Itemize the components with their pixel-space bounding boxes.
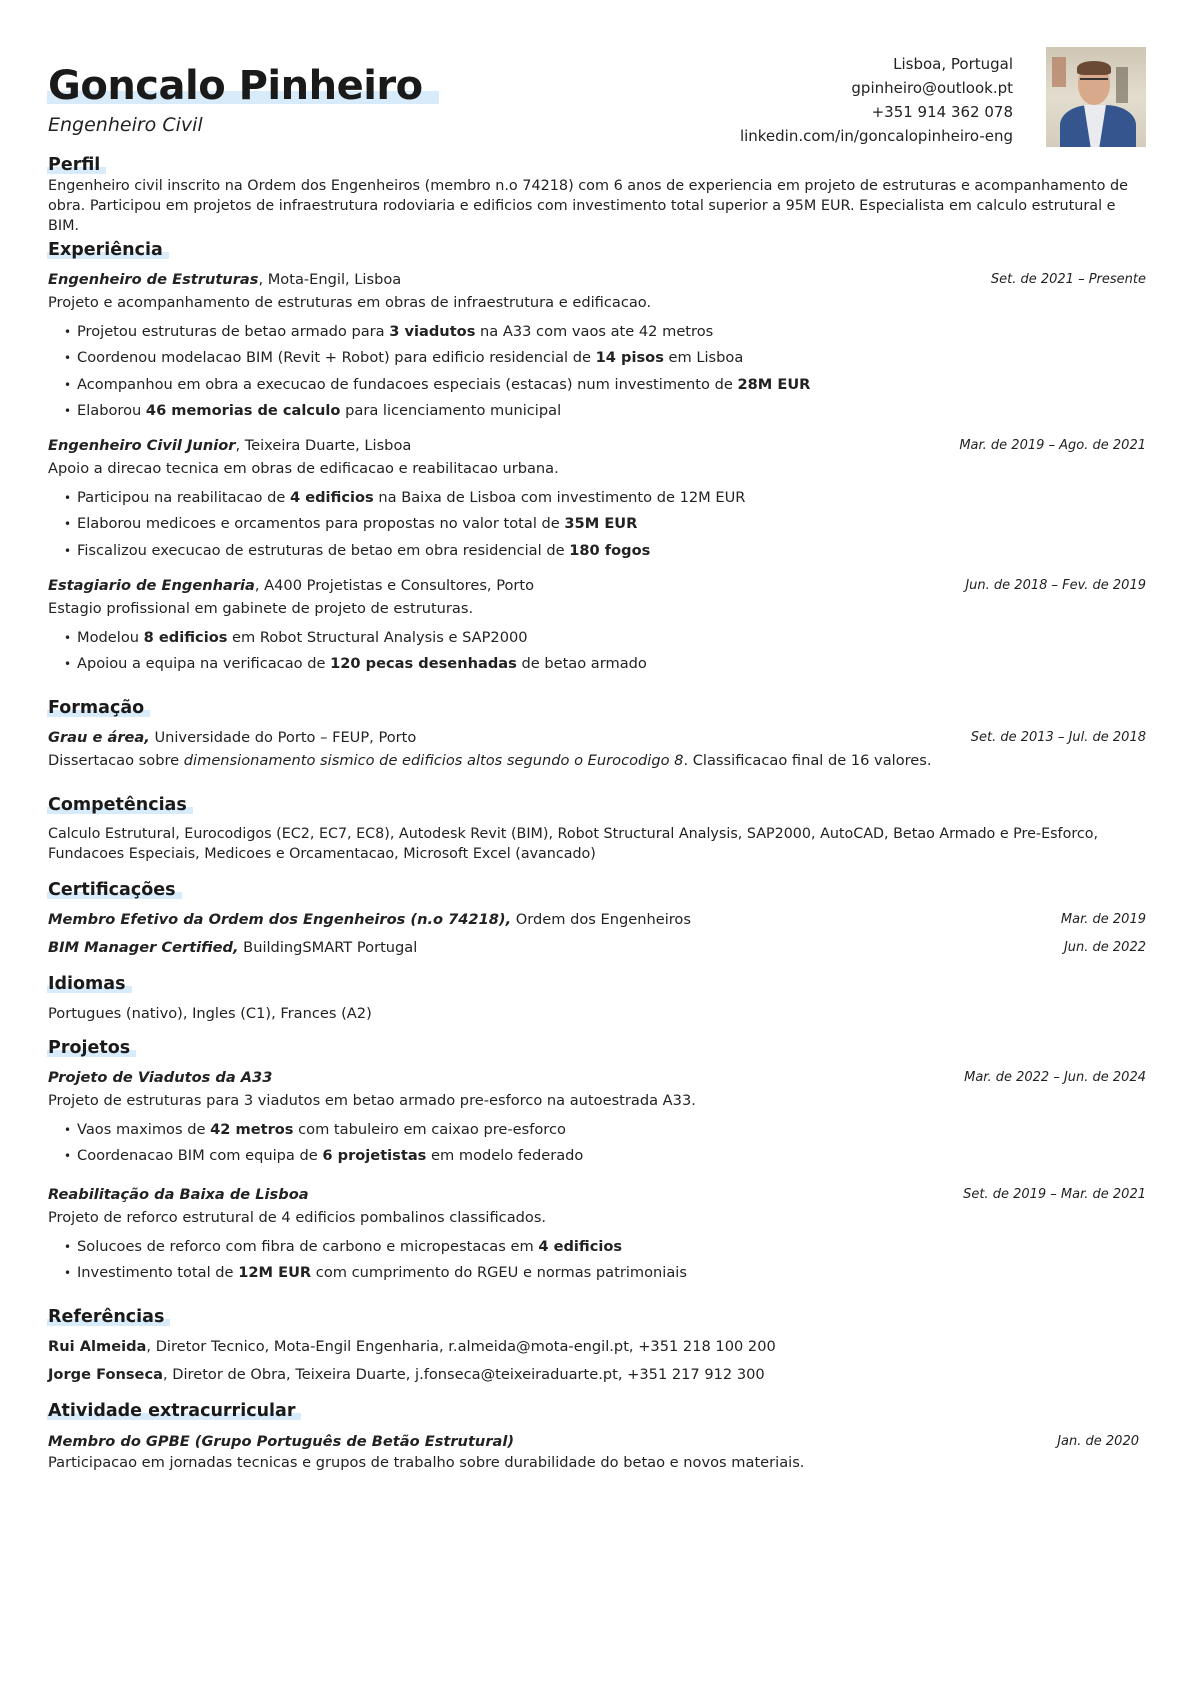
education-header xyxy=(48,728,1146,748)
section-title-profile: Perfil xyxy=(48,155,101,175)
bullet: • Vaos maximos de 42 metros com tabuleiro em caixao pre-esforco xyxy=(64,1117,1146,1144)
bullet: • Coordenou modelacao BIM (Revit + Robot) para edificio residencial de 14 pisos em Lisboa xyxy=(64,345,1146,372)
experience-item xyxy=(48,270,1146,425)
bullet: • Participou na reabilitacao de 4 edificios na Baixa de Lisboa com investimento de 12M EUR xyxy=(64,485,1146,512)
certification-issuer: Ordem dos Engenheiros xyxy=(511,911,691,928)
bullet: • Investimento total de 12M EUR com cumprimento do RGEU e normas patrimoniais xyxy=(64,1260,1146,1287)
experience-date: Set. de 2021 – Presente xyxy=(990,272,1146,287)
contact-block xyxy=(740,52,1013,148)
reference-name: Rui Almeida xyxy=(48,1338,147,1355)
project-desc: Projeto de estruturas para 3 viadutos em betao armado pre-esforco na autoestrada A33. xyxy=(48,1092,696,1110)
section-skills xyxy=(48,795,1146,864)
experience-bullets xyxy=(48,625,1146,678)
extracurricular-header xyxy=(48,1432,1139,1452)
certification-date: Mar. de 2019 xyxy=(1060,912,1146,927)
reference-name: Jorge Fonseca xyxy=(48,1366,163,1384)
certification-name: Membro Efetivo da Ordem dos Engenheiros (n.o 74218), xyxy=(48,911,512,928)
candidate-name: Goncalo Pinheiro xyxy=(48,63,423,109)
education-degree: Grau e área, xyxy=(48,729,150,746)
profile-text: Engenheiro civil inscrito na Ordem dos Engenheiros (membro n.o 74218) com 6 anos de experiencia em projeto de estruturas e acompanhamento de obra. Participou em projetos de infraestrutura rodoviaria e edificios com investimento total superior a 95M EUR. Especialista em calculo estrutural e BIM. xyxy=(48,178,1128,235)
certification-issuer: BuildingSMART Portugal xyxy=(238,939,418,957)
profile-photo xyxy=(1046,47,1146,147)
reference-details: , Diretor Tecnico, Mota-Engil Engenharia, r.almeida@mota-engil.pt, +351 218 100 200 xyxy=(146,1338,776,1355)
extracurricular-role: Membro do GPBE (Grupo Português de Betão Estrutural) xyxy=(48,1433,515,1450)
reference-item xyxy=(48,1365,1146,1385)
experience-header xyxy=(48,576,1146,596)
certification-item xyxy=(48,910,1146,930)
extracurricular-date: Jan. de 2020 xyxy=(1057,1434,1139,1449)
experience-desc: Projeto e acompanhamento de estruturas em obras de infraestrutura e edificacao. xyxy=(48,294,652,312)
candidate-title: Engenheiro Civil xyxy=(48,114,203,136)
section-references xyxy=(48,1307,1146,1386)
experience-item xyxy=(48,576,1146,678)
reference-details: , Diretor de Obra, Teixeira Duarte, j.fonseca@teixeiraduarte.pt, +351 217 912 300 xyxy=(162,1366,765,1384)
skills-text: Calculo Estrutural, Eurocodigos (EC2, EC7, EC8), Autodesk Revit (BIM), Robot Structural Analysis, SAP2000, AutoCAD, Betao Armado e Pre-Esforco, Fundacoes Especiais, Medicoes e Orcamentacao, Microsoft Excel (avancado) xyxy=(48,826,1099,863)
experience-org: , Teixeira Duarte, Lisboa xyxy=(235,437,412,454)
bullet: • Modelou 8 edificios em Robot Structural Analysis e SAP2000 xyxy=(64,625,1146,652)
experience-org: , Mota-Engil, Lisboa xyxy=(258,271,402,288)
bullet: • Coordenacao BIM com equipa de 6 projetistas em modelo federado xyxy=(64,1143,1146,1170)
project-header xyxy=(48,1185,1146,1205)
project-item xyxy=(48,1185,1146,1287)
contact-linkedin[interactable]: linkedin.com/in/goncalopinheiro-eng xyxy=(739,127,1013,145)
experience-header xyxy=(48,270,1146,290)
contact-phone[interactable]: +351 914 362 078 xyxy=(871,103,1013,121)
bullet: • Solucoes de reforco com fibra de carbono e micropestacas em 4 edificios xyxy=(64,1234,1146,1261)
reference-item xyxy=(48,1337,1146,1357)
bullet: • Acompanhou em obra a execucao de fundacoes especiais (estacas) num investimento de 28M EUR xyxy=(64,372,1146,399)
experience-bullets xyxy=(48,485,1146,565)
resume-header xyxy=(48,44,1146,154)
section-title-extracurricular: Atividade extracurricular xyxy=(48,1401,296,1421)
experience-role: Engenheiro Civil Junior xyxy=(48,437,236,454)
experience-role: Estagiario de Engenharia xyxy=(48,577,255,594)
contact-location: Lisboa, Portugal xyxy=(893,55,1013,73)
contact-email[interactable]: gpinheiro@outlook.pt xyxy=(851,79,1013,97)
section-profile xyxy=(48,155,1146,236)
experience-bullets xyxy=(48,319,1146,425)
experience-item xyxy=(48,436,1146,564)
project-desc: Projeto de reforco estrutural de 4 edificios pombalinos classificados. xyxy=(48,1209,547,1227)
experience-org: , A400 Projetistas e Consultores, Porto xyxy=(254,577,535,594)
bullet: • Apoiou a equipa na verificacao de 120 pecas desenhadas de betao armado xyxy=(64,651,1146,678)
education-date: Set. de 2013 – Jul. de 2018 xyxy=(970,730,1146,745)
project-bullets xyxy=(48,1234,1146,1287)
section-title-projects: Projetos xyxy=(48,1038,131,1058)
section-title-skills: Competências xyxy=(48,795,187,815)
experience-header xyxy=(48,436,1146,456)
section-projects xyxy=(48,1038,1146,1170)
experience-desc: Estagio profissional em gabinete de projeto de estruturas. xyxy=(48,600,474,618)
section-extracurricular xyxy=(48,1401,1146,1474)
experience-role: Engenheiro de Estruturas xyxy=(48,271,259,288)
section-title-certifications: Certificações xyxy=(48,880,176,900)
certification-name: BIM Manager Certified, xyxy=(48,939,239,957)
section-title-education: Formação xyxy=(48,698,145,718)
bullet: • Elaborou medicoes e orcamentos para propostas no valor total de 35M EUR xyxy=(64,511,1146,538)
bullet: • Fiscalizou execucao de estruturas de betao em obra residencial de 180 fogos xyxy=(64,538,1146,565)
certification-date: Jun. de 2022 xyxy=(1063,940,1146,956)
education-school: Universidade do Porto – FEUP, Porto xyxy=(149,729,417,746)
bullet: • Projetou estruturas de betao armado para 3 viadutos na A33 com vaos ate 42 metros xyxy=(64,319,1146,346)
languages-text: Portugues (nativo), Ingles (C1), Frances (A2) xyxy=(48,1005,372,1022)
project-bullets xyxy=(48,1117,1146,1170)
section-title-references: Referências xyxy=(48,1307,165,1327)
section-experience xyxy=(48,240,1146,425)
project-date: Set. de 2019 – Mar. de 2021 xyxy=(963,1187,1146,1202)
extracurricular-desc: Participacao em jornadas tecnicas e grupos de trabalho sobre durabilidade do betao e novos materiais. xyxy=(48,1454,805,1472)
section-title-experience: Experiência xyxy=(48,240,163,260)
project-date: Mar. de 2022 – Jun. de 2024 xyxy=(964,1070,1146,1085)
section-education xyxy=(48,698,1146,772)
project-name: Reabilitação da Baixa de Lisboa xyxy=(48,1186,309,1203)
bullet: • Elaborou 46 memorias de calculo para licenciamento municipal xyxy=(64,398,1146,425)
education-desc: Dissertacao sobre dimensionamento sismico de edificios altos segundo o Eurocodigo 8. Classificacao final de 16 valores. xyxy=(48,752,932,770)
certification-item xyxy=(48,938,1146,958)
project-name: Projeto de Viadutos da A33 xyxy=(48,1069,273,1086)
experience-date: Mar. de 2019 – Ago. de 2021 xyxy=(959,438,1146,453)
experience-date: Jun. de 2018 – Fev. de 2019 xyxy=(965,578,1146,593)
section-languages xyxy=(48,974,1146,1024)
section-title-languages: Idiomas xyxy=(48,974,126,994)
section-certifications xyxy=(48,880,1146,959)
project-header xyxy=(48,1068,1146,1088)
experience-desc: Apoio a direcao tecnica em obras de edificacao e reabilitacao urbana. xyxy=(48,460,559,478)
